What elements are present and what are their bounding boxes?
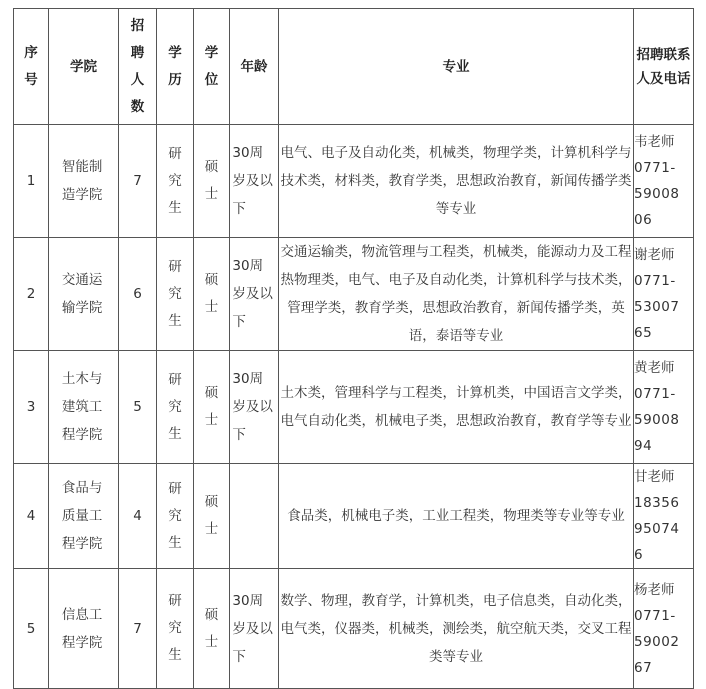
contact-phone: 0771-5900267 [634, 607, 680, 676]
table-row [14, 351, 694, 464]
contact-name: 甘老师 [634, 469, 675, 485]
row-education: 研究生 [157, 238, 194, 351]
row-age [230, 464, 279, 569]
header-count: 招聘人数 [119, 9, 157, 125]
row-index: 2 [14, 238, 49, 351]
row-contact [634, 351, 694, 464]
row-age: 30周岁及以下 [230, 569, 279, 689]
header-row [14, 9, 694, 125]
row-major: 交通运输类，物流管理与工程类，机械类，能源动力及工程热物理类，电气、电子及自动化类，计算机科学与技术类，管理学类，教育学类，思想政治教育，新闻传播学类，英语，泰语等专业 [279, 238, 634, 351]
row-index: 5 [14, 569, 49, 689]
row-degree: 硕士 [194, 351, 230, 464]
row-contact [634, 125, 694, 238]
row-count: 6 [119, 238, 157, 351]
row-degree: 硕士 [194, 464, 230, 569]
row-degree: 硕士 [194, 125, 230, 238]
contact-phone: 0771-5900894 [634, 386, 680, 454]
row-college: 交通运输学院 [49, 238, 119, 351]
row-age: 30周岁及以下 [230, 351, 279, 464]
contact-phone: 18356950746 [634, 495, 680, 563]
header-college: 学院 [49, 9, 119, 125]
table-row [14, 125, 694, 238]
row-major: 食品类，机械电子类，工业工程类，物理类等专业等专业 [279, 464, 634, 569]
row-college: 土木与建筑工程学院 [49, 351, 119, 464]
row-college: 食品与质量工程学院 [49, 464, 119, 569]
row-contact [634, 464, 694, 569]
table-row [14, 464, 694, 569]
contact-name: 杨老师 [634, 581, 675, 598]
row-count: 7 [119, 569, 157, 689]
header-major: 专业 [279, 9, 634, 125]
row-degree: 硕士 [194, 569, 230, 689]
contact-phone: 0771-5300765 [634, 273, 680, 341]
contact-name: 谢老师 [634, 247, 675, 263]
row-education: 研究生 [157, 464, 194, 569]
table-row [14, 569, 694, 689]
row-index: 1 [14, 125, 49, 238]
header-index: 序号 [14, 9, 49, 125]
row-major: 土木类，管理科学与工程类，计算机类，中国语言文学类，电气自动化类，机械电子类，思想政治教育，教育学等专业 [279, 351, 634, 464]
row-major: 电气、电子及自动化类，机械类，物理学类，计算机科学与技术类，材料类，教育学类，思想政治教育，新闻传播学类等专业 [279, 125, 634, 238]
recruitment-table [13, 8, 694, 689]
row-count: 5 [119, 351, 157, 464]
row-contact [634, 569, 694, 689]
row-education: 研究生 [157, 569, 194, 689]
row-index: 4 [14, 464, 49, 569]
row-education: 研究生 [157, 125, 194, 238]
row-contact [634, 238, 694, 351]
row-degree: 硕士 [194, 238, 230, 351]
row-college: 信息工程学院 [49, 569, 119, 689]
row-count: 7 [119, 125, 157, 238]
row-age: 30周岁及以下 [230, 238, 279, 351]
row-major: 数学、物理，教育学，计算机类，电子信息类，自动化类，电气类，仪器类，机械类，测绘类，航空航天类，交叉工程类等专业 [279, 569, 634, 689]
contact-name: 韦老师 [634, 134, 675, 150]
header-age: 年龄 [230, 9, 279, 125]
contact-name: 黄老师 [634, 360, 675, 376]
header-education: 学历 [157, 9, 194, 125]
row-college: 智能制造学院 [49, 125, 119, 238]
header-degree: 学位 [194, 9, 230, 125]
row-age: 30周岁及以下 [230, 125, 279, 238]
header-contact: 招聘联系人及电话 [634, 9, 694, 125]
contact-phone: 0771-5900806 [634, 160, 680, 228]
row-education: 研究生 [157, 351, 194, 464]
table-row [14, 238, 694, 351]
row-index: 3 [14, 351, 49, 464]
row-count: 4 [119, 464, 157, 569]
